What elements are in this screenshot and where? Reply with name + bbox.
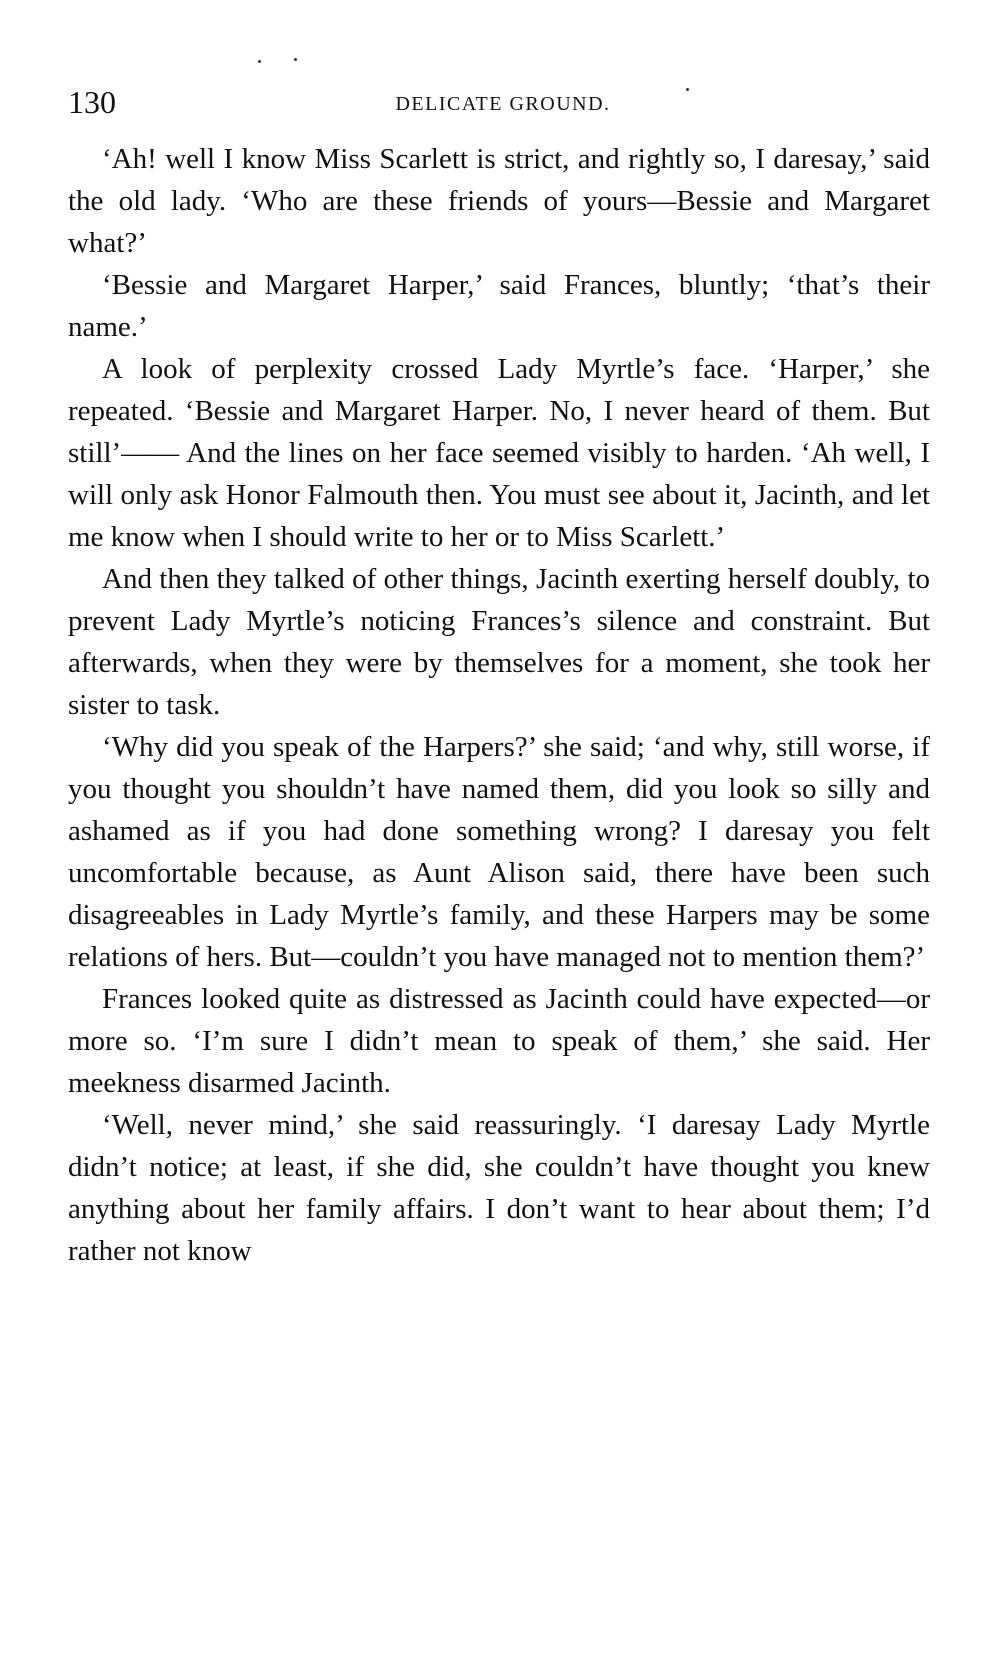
page-header [68,82,938,122]
paragraph: ‘Bessie and Margaret Harper,’ said Frances, bluntly; ‘that’s their name.’ [68,269,930,343]
ink-speck [294,58,297,61]
paragraph: And then they talked of other things, Jacinth exerting herself doubly, to prevent Lady Myrtle’s noticing Frances’s silence and constraint. But afterwards, when they were by themselves for a moment, she took her sister to task. [68,563,930,721]
paragraph: A look of perplexity crossed Lady Myrtle’s face. ‘Harper,’ she repeated. ‘Bessie and Margaret Harper. No, I never heard of them. But still’—— And the lines on her face seemed visibly to harden. ‘Ah well, I will only ask Honor Falmouth then. You must see about it, Jacinth, and let me know when I should write to her or to Miss Scarlett.’ [68,353,930,553]
paragraph: ‘Well, never mind,’ she said reassuringly. ‘I daresay Lady Myrtle didn’t notice; at least, if she did, she couldn’t have thought you knew anything about her family affairs. I don’t want to hear about them; I’d rather not know [68,1109,930,1267]
page-number: 130 [68,84,116,120]
body-text [68,138,930,1272]
paragraph: ‘Ah! well I know Miss Scarlett is strict, and rightly so, I daresay,’ said the old lady. ‘Who are these friends of yours—Bessie and Margaret what?’ [68,143,930,259]
paragraph: Frances looked quite as distressed as Jacinth could have expected—or more so. ‘I’m sure I didn’t mean to speak of them,’ she said. Her meekness disarmed Jacinth. [68,983,930,1099]
paragraph: ‘Why did you speak of the Harpers?’ she said; ‘and why, still worse, if you thought you shouldn’t have named them, did you look so silly and ashamed as if you had done something wrong? I daresay you felt uncomfortable because, as Aunt Alison said, there have been such disagreeables in Lady Myrtle’s family, and these Harpers may be some relations of hers. But—couldn’t you have managed not to mention them?’ [68,731,930,973]
running-head: DELICATE GROUND. [395,93,611,115]
ink-speck [258,60,261,63]
